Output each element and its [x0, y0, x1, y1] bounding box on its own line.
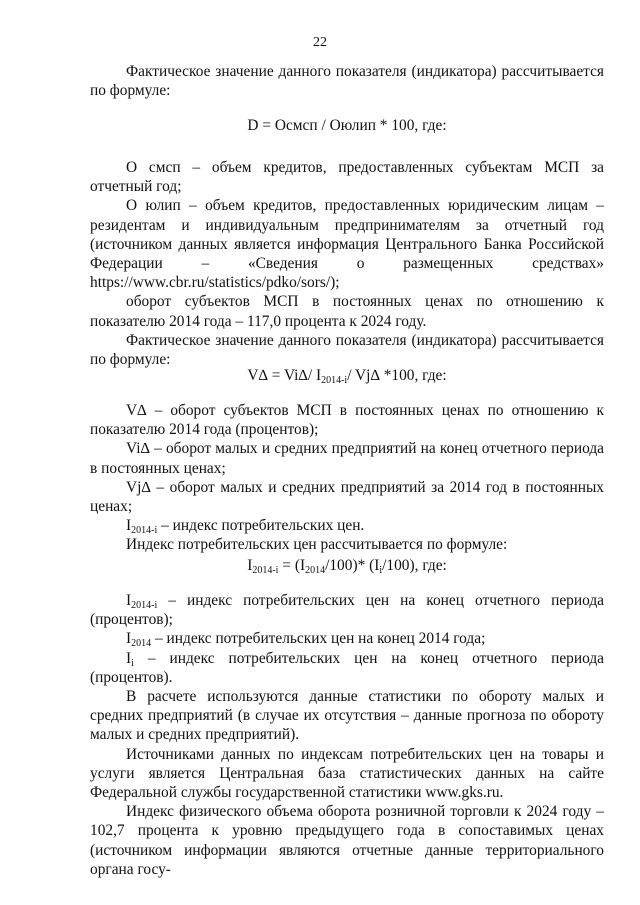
formula-2-part-a: V∆ = Vi∆/ I — [247, 367, 322, 384]
paragraph-retail-index: Индекс физического объема оборота розничной торговли к 2024 году – 102,7 процента к уровню предыдущего года в сопоставимых ценах (источником информации являются отчетные данные территориального органа госу- — [90, 803, 604, 878]
definition-i2014i: $I_{2014-i}$ – индекс потребительских цен. — [126, 517, 365, 537]
paragraph-formula-intro-2: Фактическое значение данного показателя (индикатора) рассчитывается по формуле: — [90, 331, 604, 369]
definition-vjdelta: Vj∆ – оборот малых и средних предприятий за 2014 год в постоянных ценах; — [90, 478, 604, 516]
text-block-2 — [90, 158, 604, 369]
formula-block-1 — [90, 116, 604, 135]
definition-osmsp: О смсп – объем кредитов, предоставленных субъектам МСП за отчетный год; — [90, 159, 604, 196]
formula-1: D = Осмсп / Оюлип * 100, где: — [247, 117, 447, 134]
formula-block-3 — [90, 556, 604, 575]
definition-f2: $I_{2014}$ – индекс потребительских цен на конец 2014 года; — [126, 630, 486, 650]
definition-f3: $I_i$ – индекс потребительских цен на конец отчетного периода (процентов). — [90, 649, 604, 686]
definition-f1: $I_{2014-i}$ – индекс потребительских цен на конец отчетного периода (процентов); — [90, 592, 604, 629]
paragraph-data-sources: Источниками данных по индексам потребительских цен на товары и услуги является Центральная база статистических данных на сайте Федеральной службы государственной статистики www.gks.ru. — [90, 745, 604, 802]
paragraph-statistics-note: В расчете используются данные статистики по обороту малых и средних предприятий (в случае их отсутствия – данные прогноза по обороту малых и средних предприятий). — [90, 688, 604, 744]
paragraph-indicator-oborot: оборот субъектов МСП в постоянных ценах по отношению к показателю 2014 года – 117,0 процента к 2024 году. — [90, 293, 604, 330]
page-number: 22 — [313, 35, 327, 50]
definition-videlta: Vi∆ – оборот малых и средних предприятий на конец отчетного периода в постоянных ценах; — [90, 440, 604, 477]
definition-vdelta: V∆ – оборот субъектов МСП в постоянных ценах по отношению к показателю 2014 года (процентов); — [90, 402, 604, 439]
definition-oyulip: О юлип – объем кредитов, предоставленных юридическим лицам – резидентам и индивидуальным предпринимателям за отчетный год (источником данных является информация Центрального Банка Российской Федерации – «Сведения о размещенных средствах» https://www.cbr.ru/statistics/pdko/sors/); — [90, 197, 604, 292]
formula-3: $I_{2014-i} = (I_{2014}/100)*$ $(I_i/100)$, где: — [247, 557, 447, 576]
formula-2-part-b: / Vj∆ *100, где: — [347, 367, 447, 384]
formula-2-sub: 2014-i — [321, 375, 348, 386]
text-block-4 — [90, 591, 604, 879]
text-block-1 — [90, 62, 604, 100]
formula-2 — [90, 366, 604, 385]
paragraph-cpi-intro: Индекс потребительских цен рассчитывается по формуле: — [126, 536, 508, 554]
paragraph-formula-intro-1: Фактическое значение данного показателя (индикатора) рассчитывается по формуле: — [90, 63, 604, 100]
formula-block-2 — [90, 366, 604, 385]
text-block-3 — [90, 401, 604, 555]
